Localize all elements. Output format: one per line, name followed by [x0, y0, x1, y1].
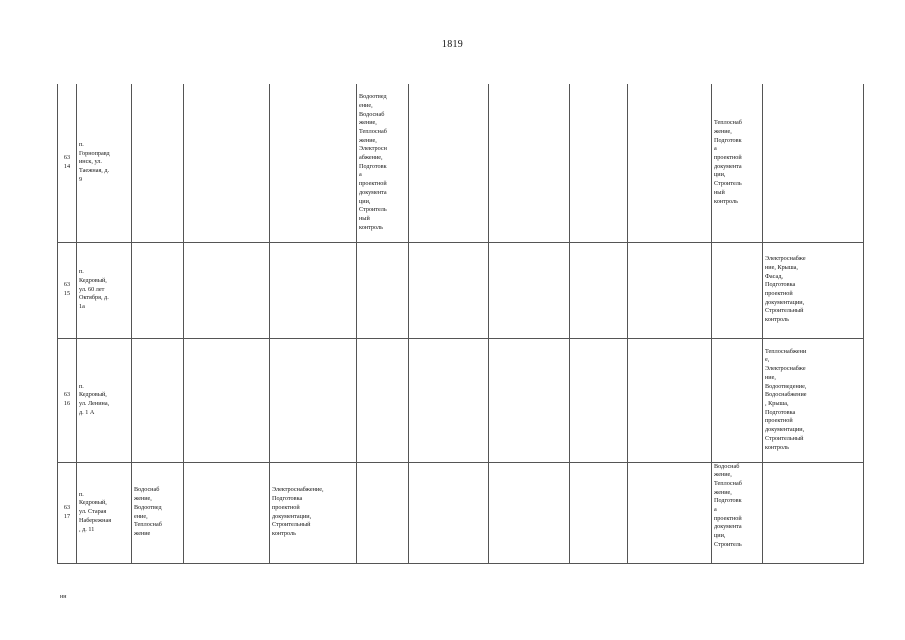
work-cell	[489, 338, 570, 462]
footer-mark: нн	[60, 594, 67, 600]
work-cell	[409, 84, 489, 242]
address-cell: п. Кедровый, ул. 60 лет Октября, д. 1а	[77, 242, 132, 338]
work-cell	[132, 84, 184, 242]
address-cell: п. Кедровый, ул. Старая Набережная , д. 11	[77, 462, 132, 563]
row-number-cell: 63 16	[58, 338, 77, 462]
work-cell: Водоснаб жение, Водоотвед ение, Теплоснаб жение	[132, 462, 184, 563]
work-cell	[489, 462, 570, 563]
work-cell	[409, 242, 489, 338]
work-cell	[570, 84, 628, 242]
work-cell: Электроснабжение, Подготовка проектной документации, Строительный контроль	[270, 462, 357, 563]
row-number-cell: 63 15	[58, 242, 77, 338]
work-cell	[489, 84, 570, 242]
work-cell	[409, 462, 489, 563]
work-cell	[763, 84, 864, 242]
table-row	[58, 242, 864, 338]
work-cell	[357, 242, 409, 338]
work-cell	[628, 338, 712, 462]
work-cell	[628, 242, 712, 338]
work-cell: Теплоснаб жение, Подготовк а проектной документа ции, Строитель ный контроль	[712, 84, 763, 242]
work-cell	[270, 242, 357, 338]
work-cell	[628, 462, 712, 563]
row-number-cell: 63 14	[58, 84, 77, 242]
work-cell	[409, 338, 489, 462]
work-cell	[628, 84, 712, 242]
work-cell	[570, 242, 628, 338]
table-row	[58, 338, 864, 462]
work-cell	[712, 338, 763, 462]
work-cell	[357, 338, 409, 462]
work-cell	[270, 84, 357, 242]
table-row	[58, 462, 864, 563]
work-cell	[763, 462, 864, 563]
work-cell: Электроснабже ние, Крыша, Фасад, Подготовка проектной документации, Строительный контроль	[763, 242, 864, 338]
work-cell	[712, 242, 763, 338]
work-cell	[184, 84, 270, 242]
address-cell: п. Горноправд инск, ул. Таежная, д. 9	[77, 84, 132, 242]
work-cell	[132, 242, 184, 338]
address-cell: п. Кедровый, ул. Ленина, д. 1 А	[77, 338, 132, 462]
work-cell	[489, 242, 570, 338]
work-cell: Водоотвед ение, Водоснаб жение, Теплоснаб жение, Электросн абжение, Подготовк а проектной документа ции, Строитель ный контроль	[357, 84, 409, 242]
work-cell	[570, 462, 628, 563]
work-cell	[184, 338, 270, 462]
work-cell	[357, 462, 409, 563]
work-cell	[184, 462, 270, 563]
work-cell: Водоснаб жение, Теплоснаб жение, Подготовк а проектной документа ции, Строитель	[712, 462, 763, 563]
work-cell	[270, 338, 357, 462]
register-table	[57, 84, 864, 564]
work-cell	[184, 242, 270, 338]
work-cell	[570, 338, 628, 462]
work-cell: Теплоснабжени е, Электроснабже ние, Водоотведение, Водоснабжение , Крыша, Подготовка проектной документации, Строительный контроль	[763, 338, 864, 462]
row-number-cell: 63 17	[58, 462, 77, 563]
work-cell	[132, 338, 184, 462]
table-row	[58, 84, 864, 242]
page-number: 1819	[441, 39, 464, 50]
